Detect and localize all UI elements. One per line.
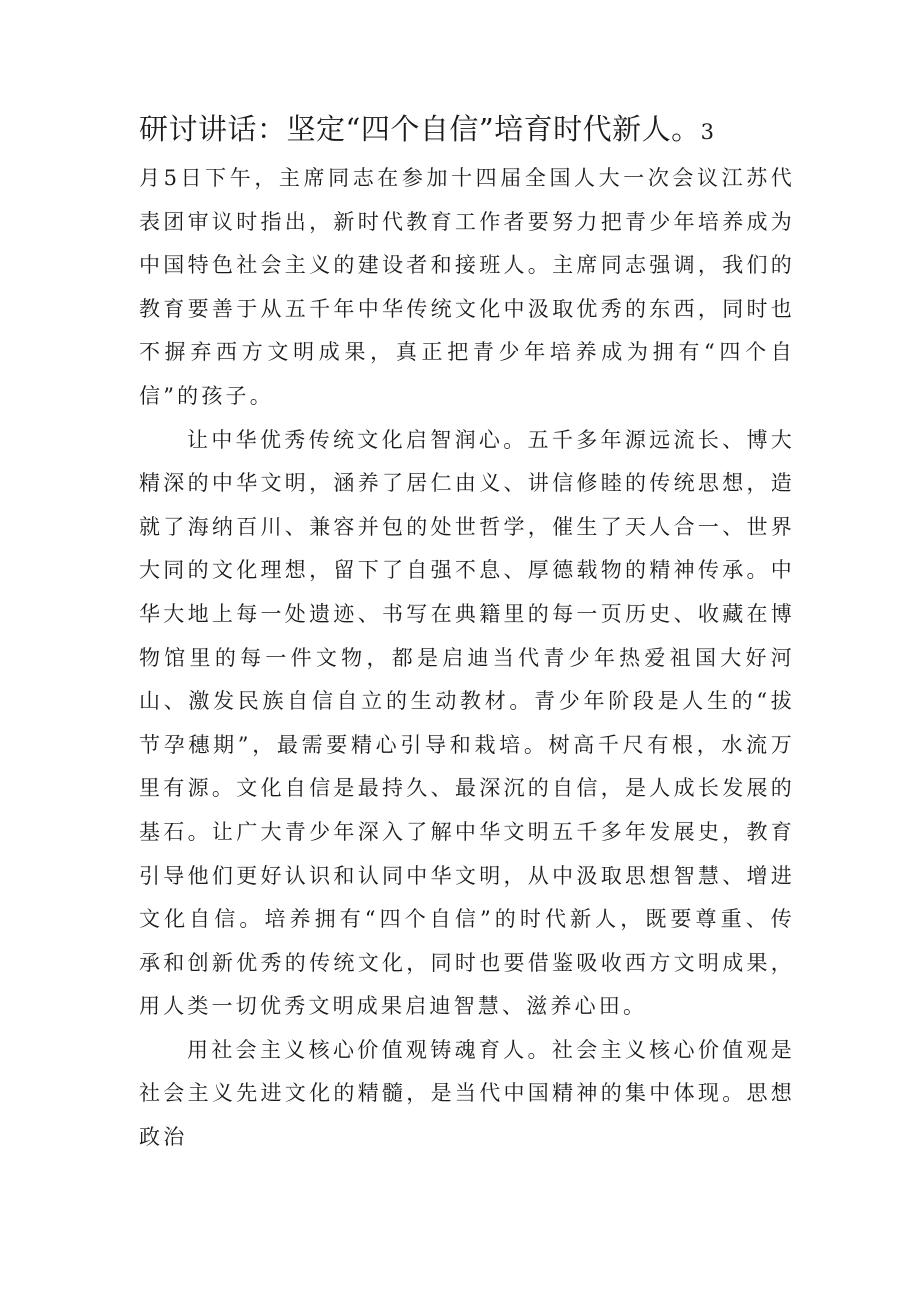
paragraph-traditional-culture: 让中华优秀传统文化启智润心。五千多年源远流长、博大精深的中华文明，涵养了居仁由义、讲信修睦的传统思想，造就了海纳百川、兼容并包的处世哲学，催生了天人合一、世界大同的文化理想，留下了自强不息、厚德载物的精神传承。中华大地上每一处遗迹、书写在典籍里的每一页历史、收藏在博物馆里的每一件文物，都是启迪当代青少年热爱祖国大好河山、激发民族自信自立的生动教材。青少年阶段是人生的“拔节孕穗期”，最需要精心引导和栽培。树高千尺有根，水流万里有源。文化自信是最持久、最深沉的自信，是人成长发展的基石。让广大青少年深入了解中华文明五千多年发展史，教育引导他们更好认识和认同中华文明，从中汲取思想智慧、增进文化自信。培养拥有“四个自信”的时代新人，既要尊重、传承和创新优秀的传统文化，同时也要借鉴吸收西方文明成果，用人类一切优秀文明成果启迪智慧、滋养心田。 xyxy=(139,427,795,1019)
document-title-line xyxy=(139,104,795,154)
document-title-tail: 3 xyxy=(700,120,718,144)
paragraph-core-values: 用社会主义核心价值观铸魂育人。社会主义核心价值观是社会主义先进文化的精髓，是当代中国精神的集中体现。思想政治 xyxy=(139,1037,795,1150)
document-title: 研讨讲话：坚定“四个自信”培育时代新人。 xyxy=(139,112,701,146)
document-page xyxy=(139,104,795,1160)
paragraph-intro: 月5日下午，主席同志在参加十四届全国人大一次会议江苏代表团审议时指出，新时代教育工作者要努力把青少年培养成为中国特色社会主义的建设者和接班人。主席同志强调，我们的教育要善于从五千年中华传统文化中汲取优秀的东西，同时也不摒弃西方文明成果，真正把青少年培养成为拥有“四个自信”的孩子。 xyxy=(139,166,795,408)
